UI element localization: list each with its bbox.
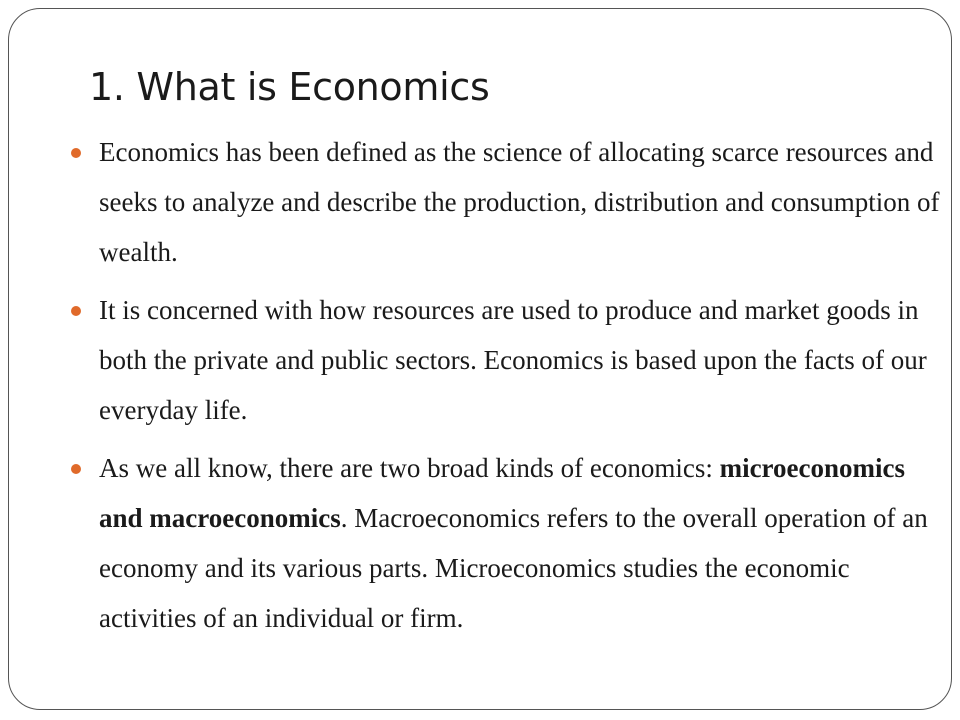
slide-frame bbox=[8, 8, 952, 710]
slide-title: 1. What is Economics bbox=[89, 65, 490, 109]
bullet-item-kinds bbox=[71, 443, 941, 643]
bullet-list bbox=[71, 127, 941, 651]
bullet-text: It is concerned with how resources are used to produce and market goods in both the private and public sectors. Economics is based upon the facts of our everyday life. bbox=[99, 295, 927, 425]
bullet-dot-icon bbox=[71, 148, 81, 158]
bullet-item-definition bbox=[71, 127, 941, 277]
bullet-dot-icon bbox=[71, 464, 81, 474]
bullet-text: Economics has been defined as the science of allocating scarce resources and seeks to analyze and describe the production, distribution and consumption of wealth. bbox=[99, 137, 940, 267]
bullet-text-rest: . Macroeconomics refers to the overall operation of an economy and its various parts. Microeconomics studies the economic activities of an individual or firm. bbox=[99, 503, 928, 633]
bullet-item-resources bbox=[71, 285, 941, 435]
bullet-text-intro: As we all know, there are two broad kinds of economics: bbox=[99, 453, 720, 483]
bullet-bold-terms: microeconomics and macroeconomics bbox=[99, 453, 906, 533]
bullet-dot-icon bbox=[71, 306, 81, 316]
